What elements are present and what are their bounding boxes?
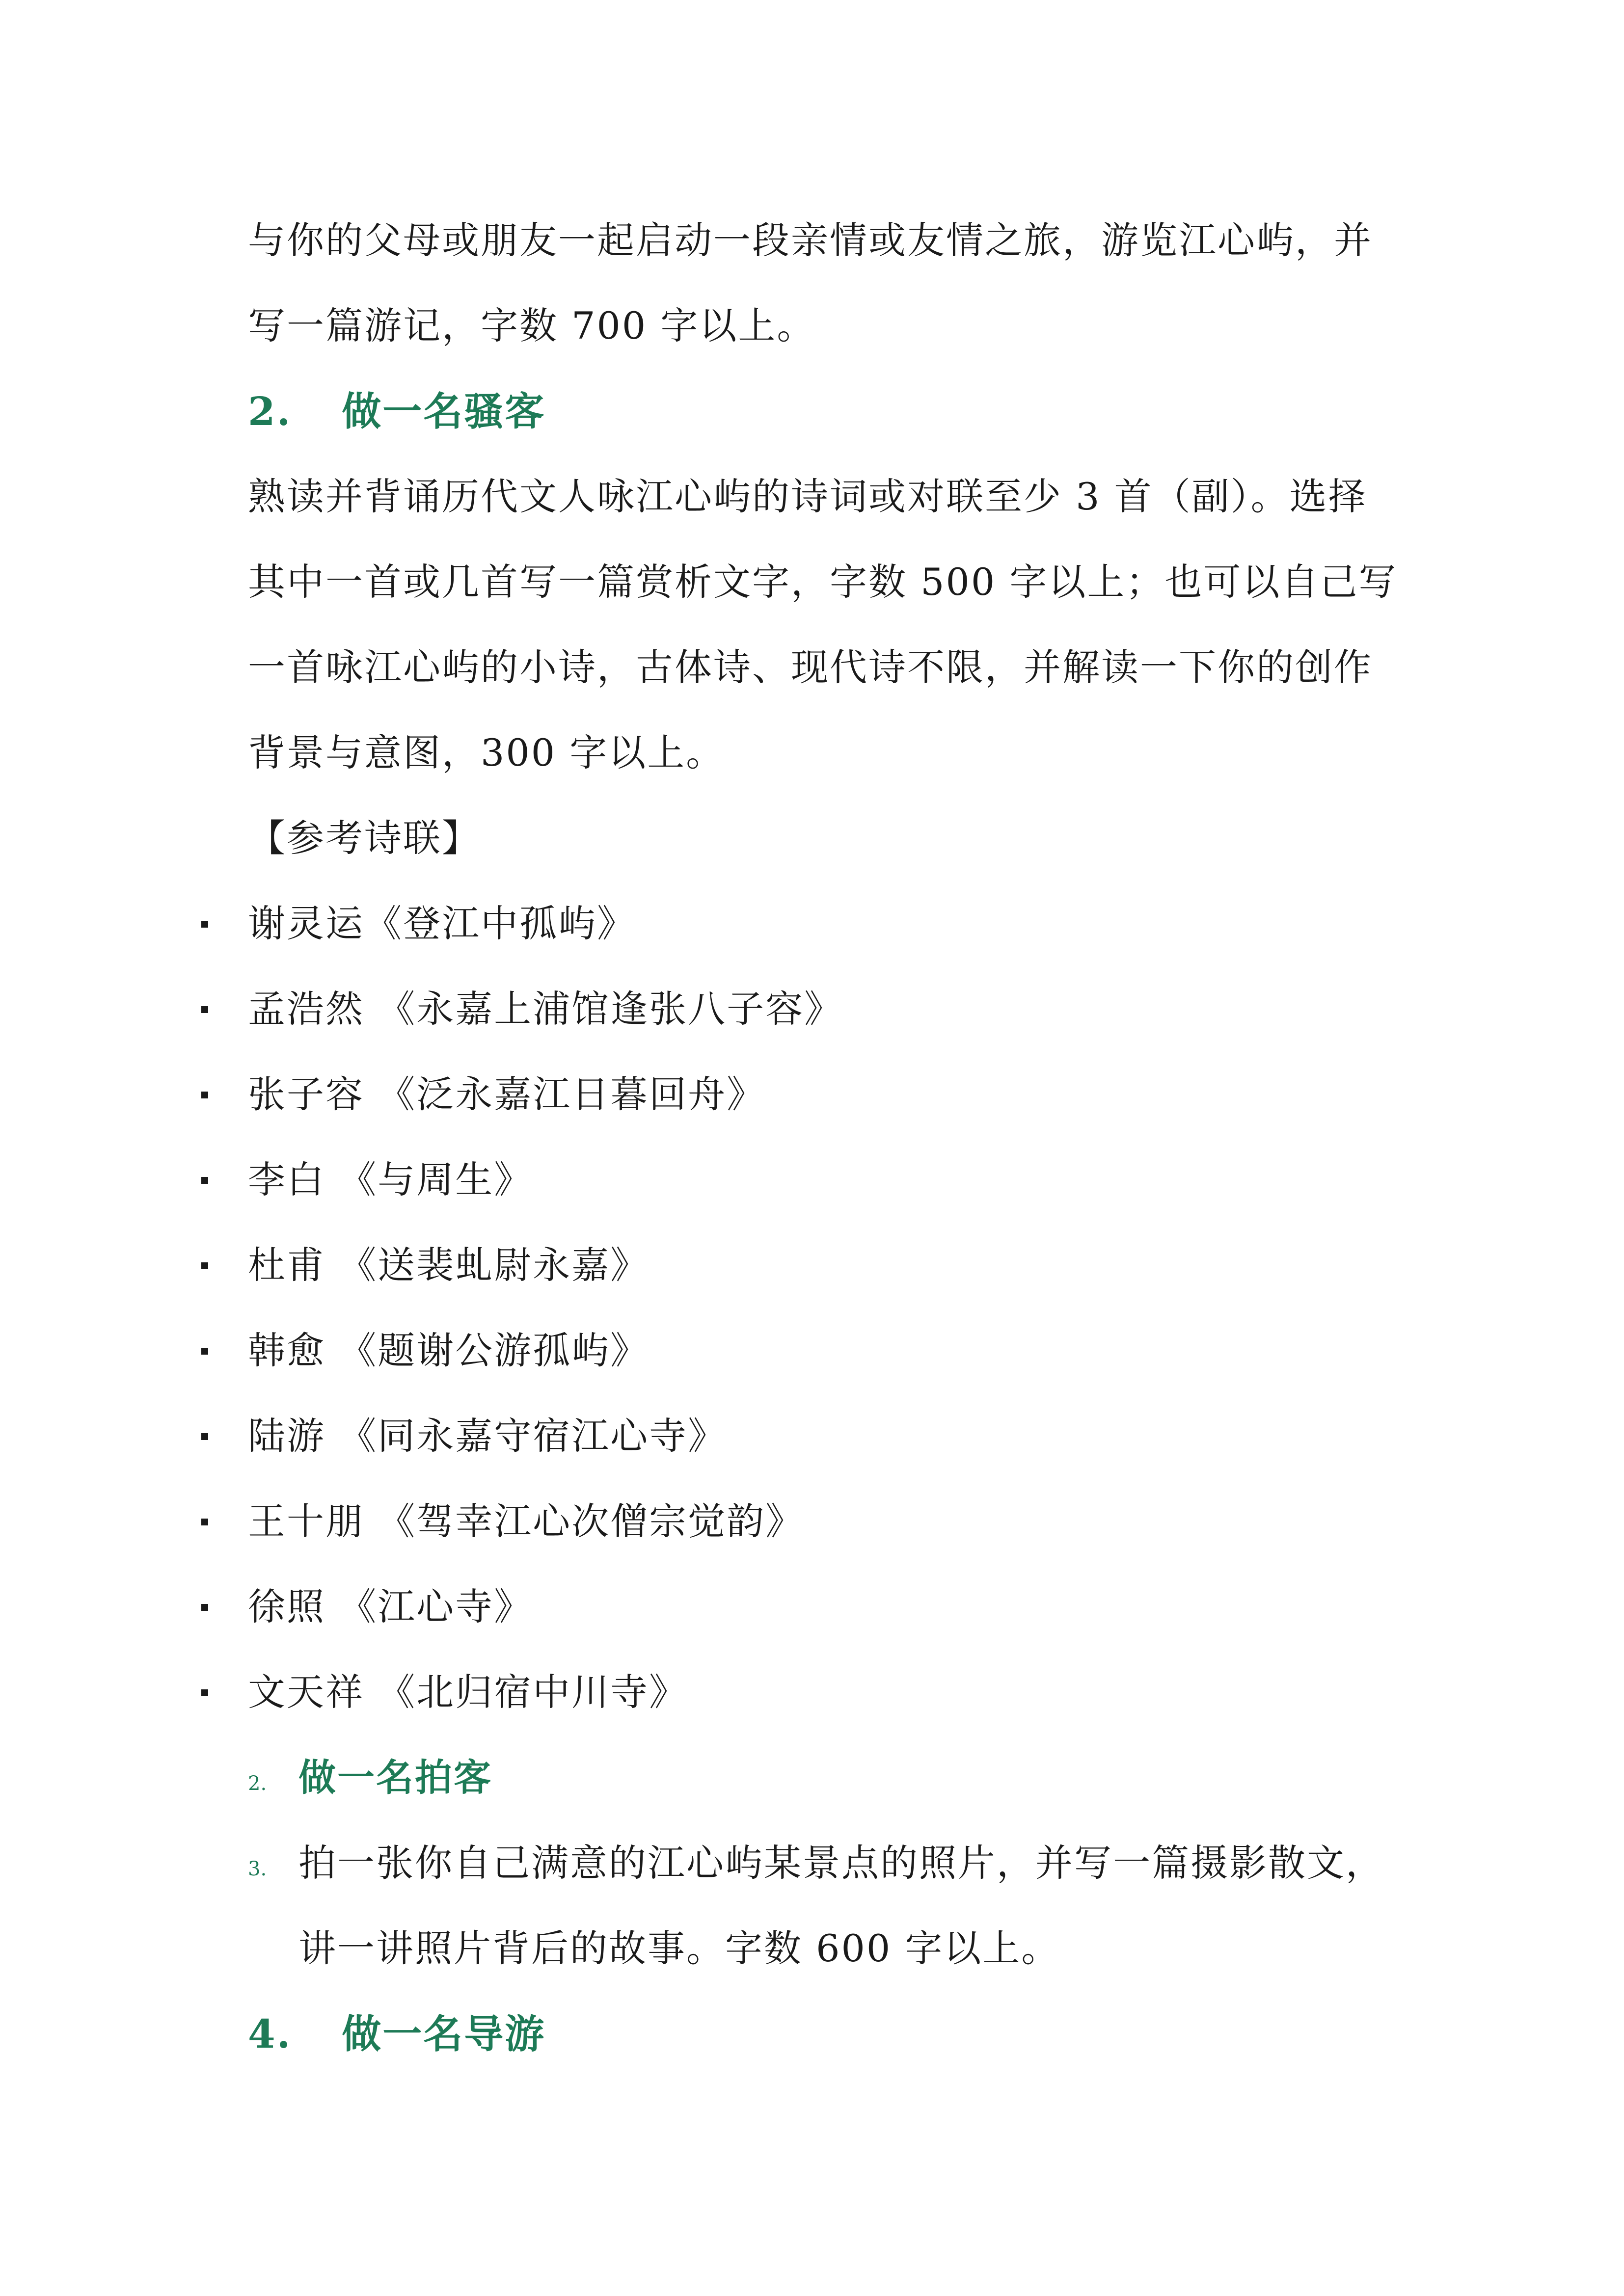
bullet-icon (201, 1177, 208, 1184)
poem-title: 谢灵运《登江中孤屿》 (248, 902, 636, 945)
section-2-para-line-3: 一首咏江心屿的小诗，古体诗、现代诗不限，并解读一下你的创作 (248, 645, 1373, 689)
poem-list-item (0, 1412, 1624, 1461)
section-4-number: 4. (248, 2011, 292, 2057)
reference-label: 【参考诗联】 (248, 816, 481, 860)
poem-title: 陆游 《同永嘉守宿江心寺》 (248, 1414, 727, 1458)
section-2-para-line-4: 背景与意图，300 字以上。 (248, 731, 725, 774)
poem-title: 孟浩然 《永嘉上浦馆逢张八子容》 (248, 987, 843, 1031)
section-2-title: 做一名骚客 (342, 388, 546, 434)
bullet-icon (201, 1519, 208, 1525)
poem-title: 韩愈 《题谢公游孤屿》 (248, 1329, 650, 1372)
poem-title: 杜甫 《送裴虬尉永嘉》 (248, 1243, 650, 1287)
section-2-para-line-2: 其中一首或几首写一篇赏析文字，字数 500 字以上；也可以自己写 (248, 560, 1398, 604)
poem-title: 李白 《与周生》 (248, 1158, 533, 1201)
poem-list-item (0, 985, 1624, 1034)
poem-list-item (0, 1497, 1624, 1546)
poem-title: 王十朋 《驾幸江心次僧宗觉韵》 (248, 1499, 805, 1543)
poem-title: 张子容 《泛永嘉江日暮回舟》 (248, 1072, 766, 1116)
poem-list-item (0, 1582, 1624, 1631)
bullet-icon (201, 1604, 208, 1611)
section-3-number-a: 2. (248, 1772, 267, 1795)
poem-list-item (0, 1326, 1624, 1375)
bullet-icon (201, 1006, 208, 1013)
poem-list-item (0, 1668, 1624, 1717)
section-3-para-line-2: 讲一讲照片背后的故事。字数 600 字以上。 (298, 1926, 1060, 1970)
section-2-number: 2. (248, 388, 292, 434)
section-3-number-b: 3. (248, 1858, 267, 1880)
poem-list-item (0, 899, 1624, 948)
section-2-heading (248, 387, 545, 436)
section-3-para-line-1: 拍一张你自己满意的江心屿某景点的照片，并写一篇摄影散文， (298, 1841, 1384, 1885)
intro-line-1: 与你的父母或朋友一起启动一段亲情或友情之旅，游览江心屿，并 (248, 218, 1373, 262)
section-4-heading (248, 2009, 545, 2058)
poem-list-item (0, 1155, 1624, 1204)
poem-list-item (0, 1070, 1624, 1119)
bullet-icon (201, 1262, 208, 1269)
bullet-icon (201, 1433, 208, 1440)
section-3-title: 做一名拍客 (298, 1756, 492, 1799)
section-4-title: 做一名导游 (342, 2011, 546, 2057)
section-2-para-line-1: 熟读并背诵历代文人咏江心屿的诗词或对联至少 3 首（副）。选择 (248, 475, 1367, 518)
poem-title: 文天祥 《北归宿中川寺》 (248, 1670, 688, 1714)
intro-line-2: 写一篇游记，字数 700 字以上。 (248, 304, 816, 347)
bullet-icon (201, 1689, 208, 1696)
poem-title: 徐照 《江心寺》 (248, 1585, 533, 1629)
bullet-icon (201, 1092, 208, 1098)
bullet-icon (201, 1348, 208, 1355)
poem-list-item (0, 1241, 1624, 1290)
bullet-icon (201, 921, 208, 928)
